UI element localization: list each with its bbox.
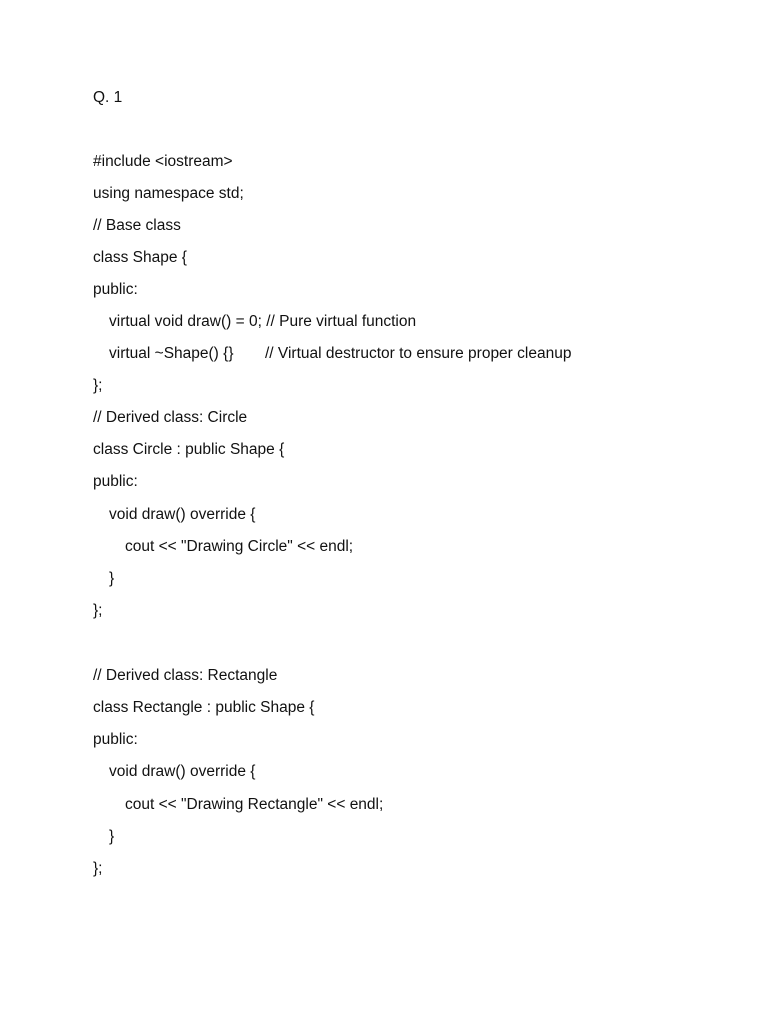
code-line-circle-cout: cout << "Drawing Circle" << endl;	[125, 538, 354, 555]
code-line-close-shape: };	[93, 377, 103, 394]
code-line-rectangle-comment: // Derived class: Rectangle	[93, 667, 278, 684]
code-line-include: #include <iostream>	[93, 153, 233, 170]
code-line-circle-draw: void draw() override {	[109, 506, 256, 523]
code-line-destructor-comment: // Virtual destructor to ensure proper cleanup	[265, 345, 572, 362]
code-line-rectangle-draw: void draw() override {	[109, 763, 256, 780]
code-line-class-shape: class Shape {	[93, 249, 187, 266]
code-line-close-rectangle: };	[93, 860, 103, 877]
code-line-rectangle-public: public:	[93, 731, 138, 748]
code-line-pure-virtual-draw: virtual void draw() = 0; // Pure virtual function	[109, 313, 417, 330]
code-line-base-class-comment: // Base class	[93, 217, 181, 234]
code-line-public: public:	[93, 281, 138, 298]
code-line-rectangle-draw-close: }	[109, 828, 115, 845]
code-line-circle-public: public:	[93, 473, 138, 490]
code-line-using-namespace: using namespace std;	[93, 185, 244, 202]
code-line-close-circle: };	[93, 602, 103, 619]
code-line-class-circle: class Circle : public Shape {	[93, 441, 285, 458]
question-label: Q. 1	[93, 89, 123, 106]
code-line-class-rectangle: class Rectangle : public Shape {	[93, 699, 315, 716]
code-line-virtual-destructor: virtual ~Shape() {}	[109, 345, 234, 362]
code-line-circle-comment: // Derived class: Circle	[93, 409, 248, 426]
code-line-rectangle-cout: cout << "Drawing Rectangle" << endl;	[125, 796, 384, 813]
code-line-circle-draw-close: }	[109, 570, 115, 587]
